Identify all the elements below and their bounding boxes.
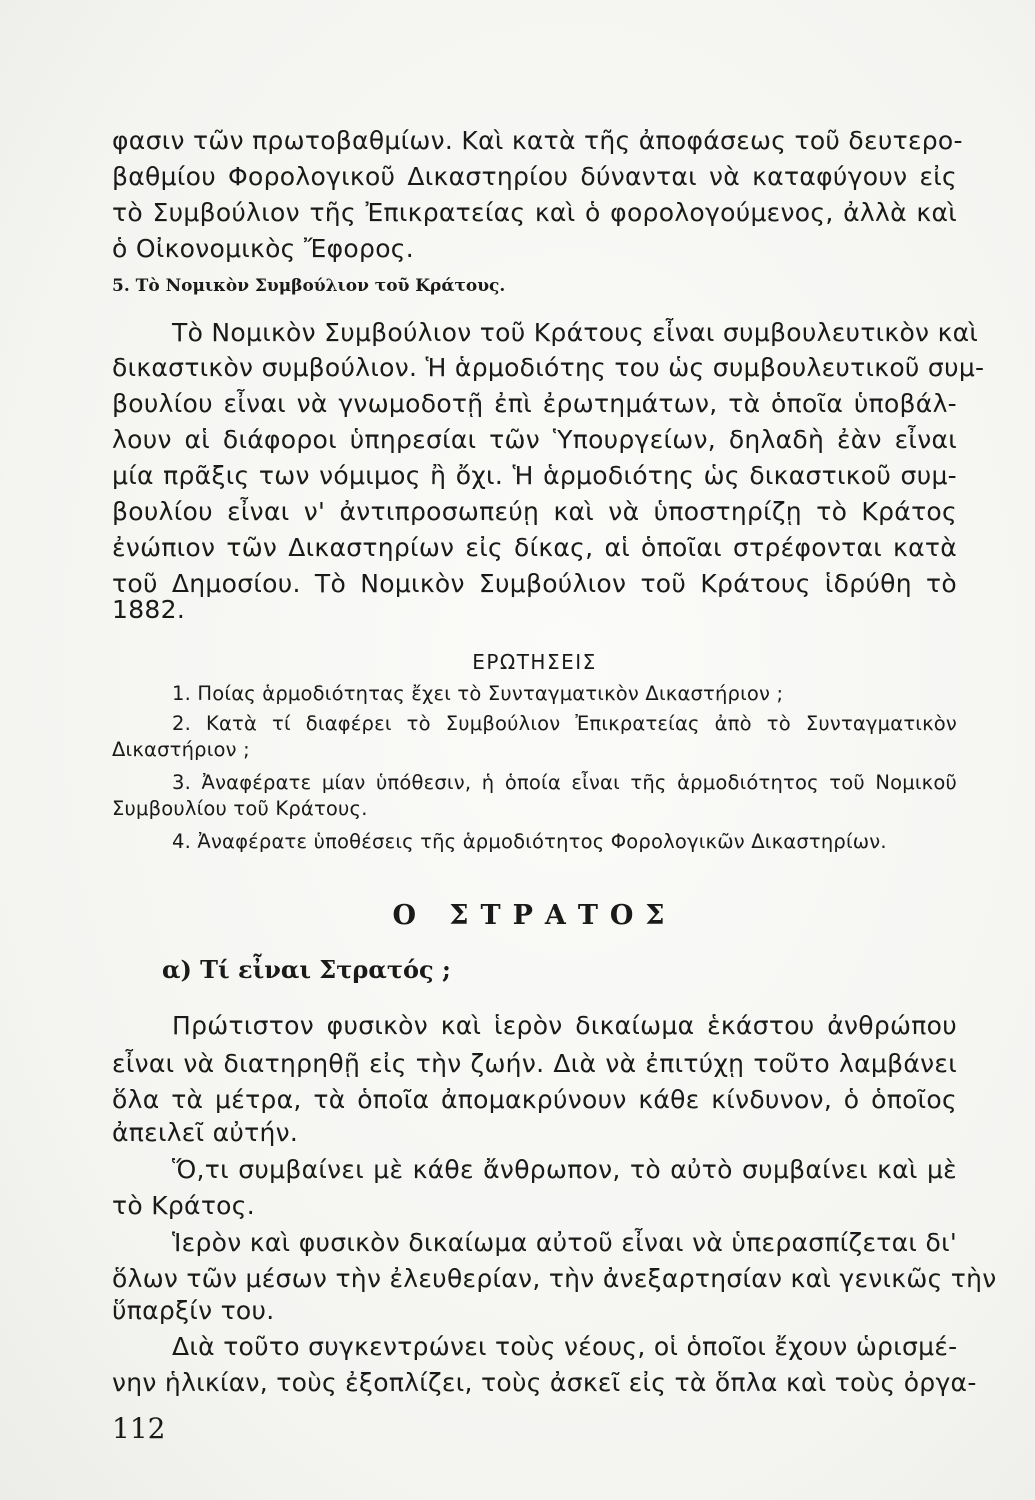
body-line: ἐνώπιον τῶν Δικαστηρίων εἰς δίκας, αἱ ὁποῖαι στρέφονται κατὰ	[112, 533, 957, 562]
body-line: ὅλων τῶν μέσων τὴν ἐλευθερίαν, τὴν ἀνεξαρτησίαν καὶ γενικῶς τὴν	[112, 1264, 997, 1293]
body-line: μία πρᾶξις των νόμιμος ἢ ὄχι. Ἡ ἁρμοδιότης ὡς δικαστικοῦ συμ-	[112, 461, 957, 490]
question-line: 2. Κατὰ τί διαφέρει τὸ Συμβούλιον Ἐπικρατείας ἀπὸ τὸ Συνταγματικὸν	[172, 712, 957, 735]
body-line: Διὰ τοῦτο συγκεντρώνει τοὺς νέους, οἱ ὁποῖοι ἔχουν ὡρισμέ-	[172, 1332, 958, 1361]
body-line: Ἱερὸν καὶ φυσικὸν δικαίωμα αὐτοῦ εἶναι νὰ ὑπερασπίζεται δι'	[172, 1228, 957, 1257]
question-line: 1. Ποίας ἁρμοδιότητας ἔχει τὸ Συνταγματικὸν Δικαστήριον ;	[172, 682, 784, 705]
body-line: εἶναι νὰ διατηρηθῇ εἰς τὴν ζωήν. Διὰ νὰ ἐπιτύχῃ τοῦτο λαμβάνει	[112, 1049, 957, 1078]
body-line: Ὅ,τι συμβαίνει μὲ κάθε ἄνθρωπον, τὸ αὐτὸ συμβαίνει καὶ μὲ	[172, 1155, 957, 1184]
body-line: 1882.	[112, 595, 186, 624]
chapter-title: Ο ΣΤΡΑΤΟΣ	[392, 900, 677, 931]
body-line: τὸ Συμβούλιον τῆς Ἐπικρατείας καὶ ὁ φορολογούμενος, ἀλλὰ καὶ	[112, 198, 957, 227]
question-line: Δικαστήριον ;	[112, 738, 250, 761]
body-line: βουλίου εἶναι νὰ γνωμοδοτῇ ἐπὶ ἐρωτημάτων, τὰ ὁποῖα ὑποβάλ-	[112, 389, 957, 418]
question-line: Συμβουλίου τοῦ Κράτους.	[112, 797, 368, 820]
body-line: ἀπειλεῖ αὐτήν.	[112, 1118, 299, 1147]
body-line: λουν αἱ διάφοροι ὑπηρεσίαι τῶν Ὑπουργείων, δηλαδὴ ἐὰν εἶναι	[112, 425, 957, 454]
body-line: βαθμίου Φορολογικοῦ Δικαστηρίου δύνανται νὰ καταφύγουν εἰς	[112, 162, 957, 191]
body-line: ὁ Οἰκονομικὸς Ἔφορος.	[112, 234, 415, 263]
question-line: 4. Ἀναφέρατε ὑποθέσεις τῆς ἁρμοδιότητος Φορολογικῶν Δικαστηρίων.	[172, 830, 887, 853]
body-line: τὸ Κράτος.	[112, 1191, 256, 1220]
body-line: Τὸ Νομικὸν Συμβούλιον τοῦ Κράτους εἶναι συμβουλευτικὸν καὶ	[172, 318, 979, 347]
page-number: 112	[112, 1412, 166, 1445]
body-line: φασιν τῶν πρωτοβαθμίων. Καὶ κατὰ τῆς ἀποφάσεως τοῦ δευτερο-	[112, 126, 963, 155]
body-line: Πρώτιστον φυσικὸν καὶ ἱερὸν δικαίωμα ἑκάστου ἀνθρώπου	[172, 1011, 957, 1040]
body-line: νην ἡλικίαν, τοὺς ἐξοπλίζει, τοὺς ἀσκεῖ εἰς τὰ ὅπλα καὶ τοὺς ὀργα-	[112, 1368, 977, 1397]
chapter-subtitle: α) Τί εἶναι Στρατός ;	[162, 955, 451, 984]
body-line: βουλίου εἶναι ν' ἀντιπροσωπεύῃ καὶ νὰ ὑποστηρίζῃ τὸ Κράτος	[112, 497, 957, 526]
body-line: ὅλα τὰ μέτρα, τὰ ὁποῖα ἀπομακρύνουν κάθε κίνδυνον, ὁ ὁποῖος	[112, 1085, 957, 1114]
question-line: 3. Ἀναφέρατε μίαν ὑπόθεσιν, ἡ ὁποία εἶναι τῆς ἁρμοδιότητος τοῦ Νομικοῦ	[172, 771, 957, 794]
body-line: δικαστικὸν συμβούλιον. Ἡ ἁρμοδιότης του ὡς συμβουλευτικοῦ συμ-	[112, 353, 985, 382]
section-heading: 5. Τὸ Νομικὸν Συμβούλιον τοῦ Κράτους.	[112, 276, 506, 296]
questions-title: ΕΡΩΤΗΣΕΙΣ	[472, 650, 597, 674]
body-line: ὕπαρξίν του.	[112, 1296, 275, 1325]
body-line: τοῦ Δημοσίου. Τὸ Νομικὸν Συμβούλιον τοῦ Κράτους ἱδρύθη τὸ	[112, 569, 957, 598]
